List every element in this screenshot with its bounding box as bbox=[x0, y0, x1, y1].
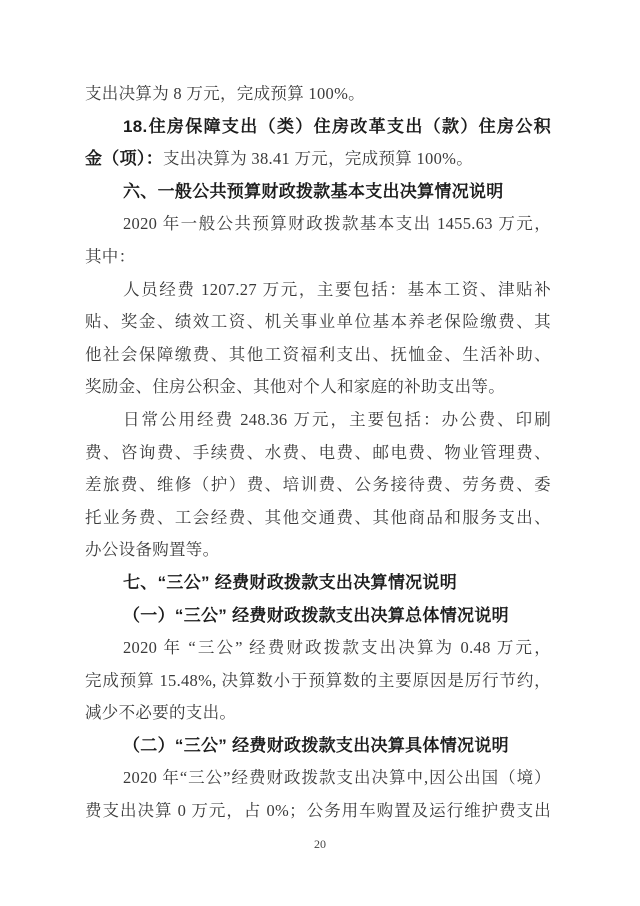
body-text-segment: 费支出决算 0 万元，占 0%；公务用车购置及运行维护费支出 bbox=[85, 801, 551, 821]
text-line bbox=[85, 567, 551, 600]
body-text-segment: 他社会保障缴费、其他工资福利支出、抚恤金、生活补助、 bbox=[85, 344, 551, 364]
heading-text-segment: （一）“三公” 经费财政拨款支出决算总体情况说明 bbox=[123, 605, 509, 625]
text-line bbox=[85, 78, 551, 111]
text-line bbox=[85, 208, 551, 241]
text-line bbox=[85, 665, 551, 698]
body-text-segment: 贴、奖金、绩效工资、机关事业单位基本养老保险缴费、其 bbox=[85, 312, 551, 332]
body-text-segment: 其中： bbox=[85, 246, 136, 266]
text-line bbox=[85, 241, 551, 274]
heading-text-segment: 六、一般公共预算财政拨款基本支出决算情况说明 bbox=[123, 181, 504, 201]
text-line bbox=[85, 404, 551, 437]
text-line bbox=[85, 111, 551, 144]
body-text-segment: 日常公用经费 248.36 万元，主要包括：办公费、印刷 bbox=[123, 409, 551, 429]
body-text-segment: 支出决算为 8 万元，完成预算 100%。 bbox=[85, 84, 365, 103]
text-line bbox=[85, 600, 551, 633]
heading-text-segment: 18.住房保障支出（类）住房改革支出（款）住房公积 bbox=[123, 116, 551, 136]
text-line bbox=[85, 762, 551, 795]
heading-text-segment: 金（项）： bbox=[85, 149, 163, 169]
text-line bbox=[85, 730, 551, 763]
body-text-segment: 2020 年一般公共预算财政拨款基本支出 1455.63 万元， bbox=[123, 214, 551, 234]
body-text-segment: 差旅费、维修（护）费、培训费、公务接待费、劳务费、委 bbox=[85, 475, 551, 495]
body-text-segment: 减少不必要的支出。 bbox=[85, 703, 237, 723]
text-line bbox=[85, 469, 551, 502]
body-text-segment: 完成预算 15.48%, 决算数小于预算数的主要原因是厉行节约， bbox=[85, 670, 551, 690]
text-line bbox=[85, 437, 551, 470]
body-text-segment: 2020 年 “三公” 经费财政拨款支出决算为 0.48 万元， bbox=[123, 638, 551, 658]
body-text-segment: 托业务费、工会经费、其他交通费、其他商品和服务支出、 bbox=[85, 507, 551, 527]
text-line bbox=[85, 795, 551, 828]
text-line bbox=[85, 371, 551, 404]
text-line bbox=[85, 534, 551, 567]
text-line bbox=[85, 143, 551, 176]
text-line bbox=[85, 306, 551, 339]
body-text-segment: 奖励金、住房公积金、其他对个人和家庭的补助支出等。 bbox=[85, 377, 505, 397]
page-number: 20 bbox=[314, 837, 326, 851]
body-text-segment: 人员经费 1207.27 万元，主要包括：基本工资、津贴补 bbox=[123, 279, 551, 299]
text-line bbox=[85, 632, 551, 665]
body-text-segment: 办公设备购置等。 bbox=[85, 540, 220, 560]
body-text-segment: 支出决算为 38.41 万元，完成预算 100%。 bbox=[163, 149, 473, 169]
text-line bbox=[85, 697, 551, 730]
text-line bbox=[85, 339, 551, 372]
document-body bbox=[85, 78, 551, 828]
body-text-segment: 2020 年“三公”经费财政拨款支出决算中,因公出国（境） bbox=[123, 768, 551, 788]
text-line bbox=[85, 176, 551, 209]
text-line bbox=[85, 502, 551, 535]
body-text-segment: 费、咨询费、手续费、水费、电费、邮电费、物业管理费、 bbox=[85, 442, 551, 462]
heading-text-segment: 七、“三公” 经费财政拨款支出决算情况说明 bbox=[123, 572, 458, 592]
heading-text-segment: （二）“三公” 经费财政拨款支出决算具体情况说明 bbox=[123, 735, 509, 755]
text-line bbox=[85, 274, 551, 307]
